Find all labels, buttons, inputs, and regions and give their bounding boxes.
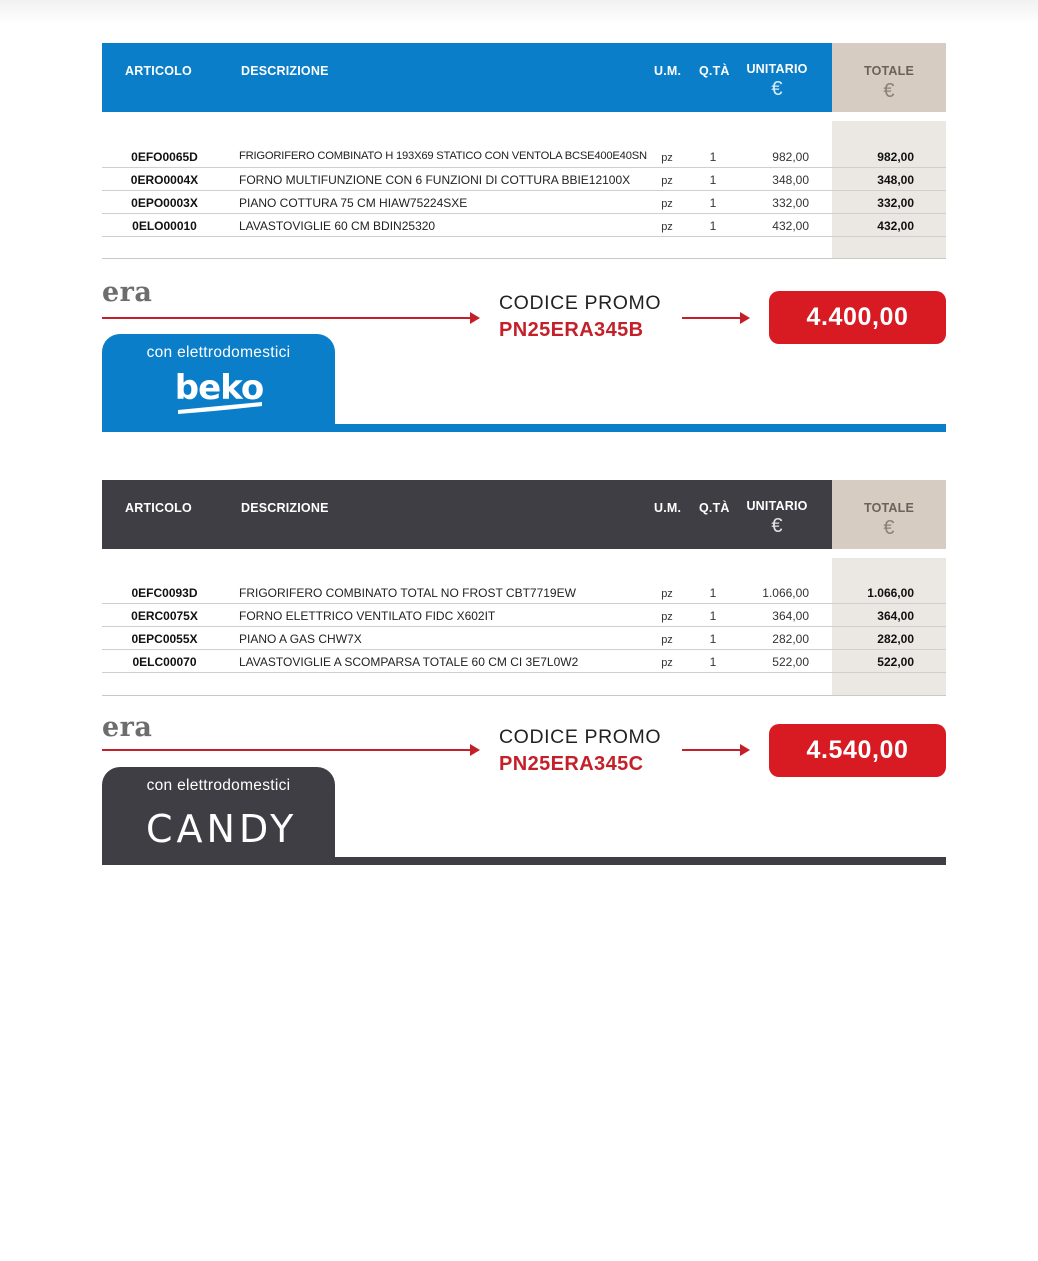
cell-qta: 1 bbox=[709, 655, 717, 669]
promo-label: CODICE PROMO bbox=[499, 726, 662, 748]
arrow-right-icon bbox=[682, 749, 742, 751]
candy-logo: CANDY bbox=[146, 807, 298, 851]
arrow-right-icon bbox=[102, 317, 472, 319]
era-logo: era bbox=[102, 277, 153, 308]
header-qta: Q.TÀ bbox=[699, 501, 730, 515]
brand-tab bbox=[102, 334, 335, 432]
cell-qta: 1 bbox=[709, 609, 717, 623]
cell-qta: 1 bbox=[709, 150, 717, 164]
cell-descrizione: FRIGORIFERO COMBINATO TOTAL NO FROST CBT7719EW bbox=[239, 586, 576, 600]
cell-unitario: 332,00 bbox=[772, 196, 809, 210]
header-qta: Q.TÀ bbox=[699, 64, 730, 78]
brand-bar bbox=[102, 857, 946, 865]
cell-unitario: 348,00 bbox=[772, 173, 809, 187]
brand-bar bbox=[102, 424, 946, 432]
cell-descrizione: PIANO COTTURA 75 CM HIAW75224SXE bbox=[239, 196, 468, 210]
cell-totale: 982,00 bbox=[877, 150, 914, 164]
cell-unitario: 522,00 bbox=[772, 655, 809, 669]
table-body bbox=[102, 558, 946, 696]
header-um: U.M. bbox=[654, 64, 682, 78]
header-articolo: ARTICOLO bbox=[125, 501, 192, 515]
cell-um: pz bbox=[661, 152, 673, 164]
cell-totale: 348,00 bbox=[877, 173, 914, 187]
cell-articolo: 0ELC00070 bbox=[132, 655, 197, 669]
brand-caption: con elettrodomestici bbox=[146, 344, 291, 361]
euro-icon: € bbox=[771, 515, 783, 537]
table-row bbox=[102, 191, 946, 214]
arrow-right-icon bbox=[682, 317, 742, 319]
table-row bbox=[102, 627, 946, 650]
header-totale bbox=[832, 501, 946, 540]
header-unitario-label: UNITARIO bbox=[746, 62, 808, 76]
cell-articolo: 0ERC0075X bbox=[131, 609, 198, 623]
table-header bbox=[102, 480, 946, 549]
table-bottom-line bbox=[102, 695, 946, 696]
cell-unitario: 364,00 bbox=[772, 609, 809, 623]
cell-qta: 1 bbox=[709, 173, 717, 187]
cell-qta: 1 bbox=[709, 219, 717, 233]
cell-articolo: 0EFC0093D bbox=[131, 586, 198, 600]
cell-um: pz bbox=[661, 175, 673, 187]
header-totale bbox=[832, 64, 946, 103]
table-row bbox=[102, 581, 946, 604]
cell-um: pz bbox=[661, 611, 673, 623]
table-bottom-line bbox=[102, 258, 946, 259]
header-articolo: ARTICOLO bbox=[125, 64, 192, 78]
brand-caption: con elettrodomestici bbox=[146, 777, 291, 794]
table-body bbox=[102, 121, 946, 259]
row-divider bbox=[102, 672, 946, 673]
cell-qta: 1 bbox=[709, 196, 717, 210]
offer-price: 4.540,00 bbox=[769, 724, 946, 777]
cell-unitario: 1.066,00 bbox=[762, 586, 809, 600]
cell-descrizione: LAVASTOVIGLIE 60 CM BDIN25320 bbox=[239, 219, 436, 233]
table-row bbox=[102, 168, 946, 191]
cell-um: pz bbox=[661, 221, 673, 233]
offer-price: 4.400,00 bbox=[769, 291, 946, 344]
cell-descrizione: LAVASTOVIGLIE A SCOMPARSA TOTALE 60 CM CI 3E7L0W2 bbox=[239, 655, 579, 669]
cell-qta: 1 bbox=[709, 586, 717, 600]
promo-label: CODICE PROMO bbox=[499, 292, 662, 314]
cell-unitario: 432,00 bbox=[772, 219, 809, 233]
header-descrizione: DESCRIZIONE bbox=[241, 64, 329, 78]
euro-icon: € bbox=[883, 80, 895, 102]
header-unitario bbox=[738, 62, 816, 101]
beko-logo-text: beko bbox=[174, 368, 264, 408]
table-row bbox=[102, 650, 946, 673]
cell-totale: 522,00 bbox=[877, 655, 914, 669]
cell-totale: 364,00 bbox=[877, 609, 914, 623]
cell-descrizione: FORNO MULTIFUNZIONE CON 6 FUNZIONI DI COTTURA BBIE12100X bbox=[239, 173, 631, 187]
cell-articolo: 0ELO00010 bbox=[132, 219, 197, 233]
table-header bbox=[102, 43, 946, 112]
cell-totale: 432,00 bbox=[877, 219, 914, 233]
era-logo: era bbox=[102, 712, 153, 743]
table-row bbox=[102, 604, 946, 627]
beko-logo-icon bbox=[172, 366, 267, 422]
table-row bbox=[102, 214, 946, 237]
promo-code: PN25ERA345B bbox=[499, 319, 644, 341]
header-unitario-label: UNITARIO bbox=[746, 499, 808, 513]
cell-totale: 1.066,00 bbox=[867, 586, 914, 600]
euro-icon: € bbox=[771, 78, 783, 100]
cell-descrizione: FRIGORIFERO COMBINATO H 193X69 STATICO CON VENTOLA BCSE400E40SN bbox=[239, 150, 647, 162]
header-totale-label: TOTALE bbox=[863, 501, 915, 515]
cell-um: pz bbox=[661, 657, 673, 669]
cell-descrizione: FORNO ELETTRICO VENTILATO FIDC X602IT bbox=[239, 609, 496, 623]
cell-articolo: 0EPO0003X bbox=[131, 196, 198, 210]
row-divider bbox=[102, 236, 946, 237]
header-um: U.M. bbox=[654, 501, 682, 515]
cell-articolo: 0EFO0065D bbox=[131, 150, 198, 164]
cell-qta: 1 bbox=[709, 632, 717, 646]
header-unitario bbox=[738, 499, 816, 538]
header-descrizione: DESCRIZIONE bbox=[241, 501, 329, 515]
cell-articolo: 0ERO0004X bbox=[130, 173, 199, 187]
page-top-shade bbox=[0, 0, 1038, 24]
euro-icon: € bbox=[883, 517, 895, 539]
cell-um: pz bbox=[661, 198, 673, 210]
cell-descrizione: PIANO A GAS CHW7X bbox=[239, 632, 362, 646]
cell-totale: 282,00 bbox=[877, 632, 914, 646]
table-row bbox=[102, 145, 946, 168]
promo-code: PN25ERA345C bbox=[499, 753, 644, 775]
header-totale-label: TOTALE bbox=[863, 64, 915, 78]
arrow-right-icon bbox=[102, 749, 472, 751]
cell-totale: 332,00 bbox=[877, 196, 914, 210]
cell-articolo: 0EPC0055X bbox=[131, 632, 198, 646]
cell-um: pz bbox=[661, 634, 673, 646]
cell-unitario: 282,00 bbox=[772, 632, 809, 646]
cell-um: pz bbox=[661, 588, 673, 600]
brand-tab bbox=[102, 767, 335, 865]
cell-unitario: 982,00 bbox=[772, 150, 809, 164]
